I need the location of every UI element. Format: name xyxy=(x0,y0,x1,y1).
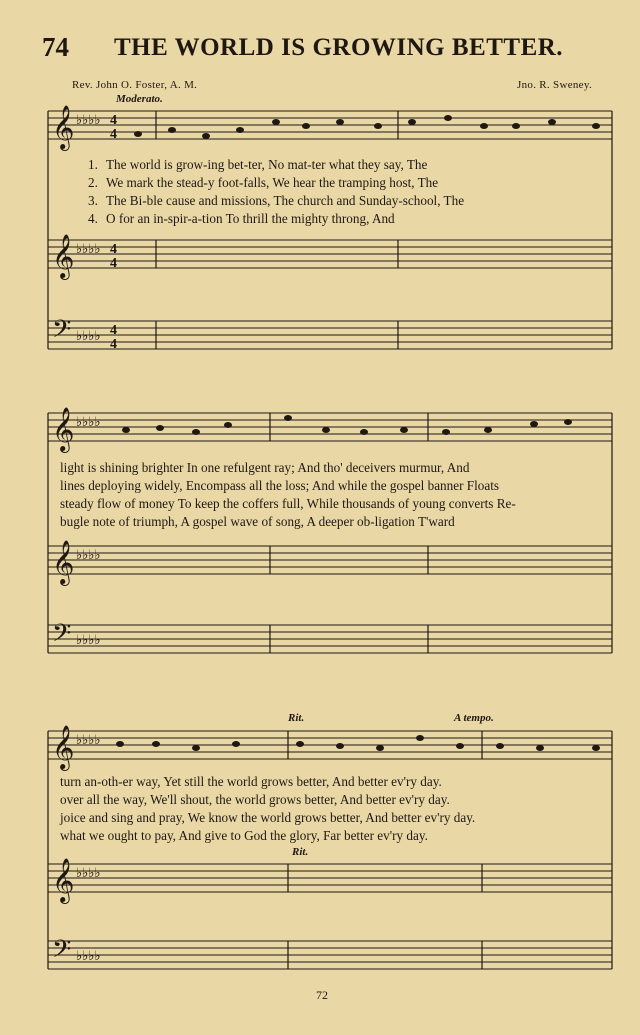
treble-clef-icon: 𝄞 xyxy=(52,105,75,149)
treble-clef-icon: 𝄞 xyxy=(52,540,75,584)
svg-text:4: 4 xyxy=(110,242,117,257)
svg-text:♭♭♭♭: ♭♭♭♭ xyxy=(76,415,101,430)
svg-text:♭♭♭♭: ♭♭♭♭ xyxy=(76,633,101,648)
bass-clef-icon: 𝄢 xyxy=(52,935,72,970)
svg-text:♭♭♭♭: ♭♭♭♭ xyxy=(76,113,101,128)
svg-text:4: 4 xyxy=(110,127,117,142)
treble-clef-icon: 𝄞 xyxy=(52,725,75,769)
hymn-number: 74 xyxy=(42,32,69,62)
lyric-verse-4: 4. O for an in-spir-a-tion To thrill the mighty throng, And xyxy=(88,211,395,226)
lyric-verse-3-cont: steady flow of money To keep the coffers full, While thousands of young converts Re- xyxy=(60,496,516,511)
lyric-verse-3-end: joice and sing and pray, We know the world grows better, And better ev'ry day. xyxy=(60,810,476,825)
lyric-verse-2-cont: lines deploying widely, Encompass all the loss; And while the gospel banner Floats xyxy=(60,478,500,493)
svg-text:♭♭♭♭: ♭♭♭♭ xyxy=(76,242,101,257)
system1-piano-treble-staff xyxy=(48,240,612,268)
lyric-verse-1-cont: light is shining brighter In one refulgent ray; And tho' deceivers murmur, And xyxy=(60,460,470,475)
a-tempo-marking: A tempo. xyxy=(454,712,494,724)
lyric-verse-4-end: what we ought to pay, And give to God the glory, Far better ev'ry day. xyxy=(60,828,428,843)
hymn-title: THE WORLD IS GROWING BETTER. xyxy=(114,34,564,61)
svg-text:♭♭♭♭: ♭♭♭♭ xyxy=(76,548,101,563)
svg-text:♭♭♭♭: ♭♭♭♭ xyxy=(76,329,101,344)
ritardando-marking: Rit. xyxy=(288,712,305,724)
lyric-verse-1: 1. The world is grow-ing bet-ter, No mat-ter what they say, The xyxy=(88,157,428,172)
time-signatures xyxy=(110,113,117,352)
system3-treble-staff xyxy=(48,731,612,759)
tempo-marking: Moderato. xyxy=(116,93,163,105)
system1-treble-staff xyxy=(48,111,612,139)
ritardando-marking: Rit. xyxy=(292,846,309,858)
page-number: 72 xyxy=(316,988,328,1002)
svg-text:♭♭♭♭: ♭♭♭♭ xyxy=(76,866,101,881)
svg-text:♭♭♭♭: ♭♭♭♭ xyxy=(76,733,101,748)
svg-text:4: 4 xyxy=(110,323,117,338)
treble-clef-icon: 𝄞 xyxy=(52,234,75,278)
bass-clef-icon: 𝄢 xyxy=(52,315,72,350)
composer-credit: Jno. R. Sweney. xyxy=(517,79,592,91)
system3-bass-staff xyxy=(48,941,612,969)
svg-text:♭♭♭♭: ♭♭♭♭ xyxy=(76,949,101,964)
lyric-verse-2: 2. We mark the stead-y foot-falls, We hear the tramping host, The xyxy=(88,175,439,190)
system2-bass-staff xyxy=(48,625,612,653)
system2-treble-staff xyxy=(48,413,612,441)
bass-clef-icon: 𝄢 xyxy=(52,619,72,654)
svg-text:4: 4 xyxy=(110,256,117,271)
lyric-verse-1-end: turn an-oth-er way, Yet still the world grows better, And better ev'ry day. xyxy=(60,774,442,789)
svg-text:4: 4 xyxy=(110,113,117,128)
author-credit: Rev. John O. Foster, A. M. xyxy=(72,79,198,91)
lyric-verse-3: 3. The Bi-ble cause and missions, The church and Sunday-school, The xyxy=(88,193,465,208)
treble-clef-icon: 𝄞 xyxy=(52,407,75,451)
lyric-verse-2-end: over all the way, We'll shout, the world grows better, And better ev'ry day. xyxy=(60,792,450,807)
system2-piano-treble-staff xyxy=(48,546,612,574)
svg-text:4: 4 xyxy=(110,337,117,352)
lyric-verse-4-cont: bugle note of triumph, A gospel wave of song, A deeper ob-ligation T'ward xyxy=(60,514,455,529)
system3-piano-treble-staff xyxy=(48,864,612,892)
treble-clef-icon: 𝄞 xyxy=(52,858,75,902)
system1-bass-staff xyxy=(48,321,612,349)
